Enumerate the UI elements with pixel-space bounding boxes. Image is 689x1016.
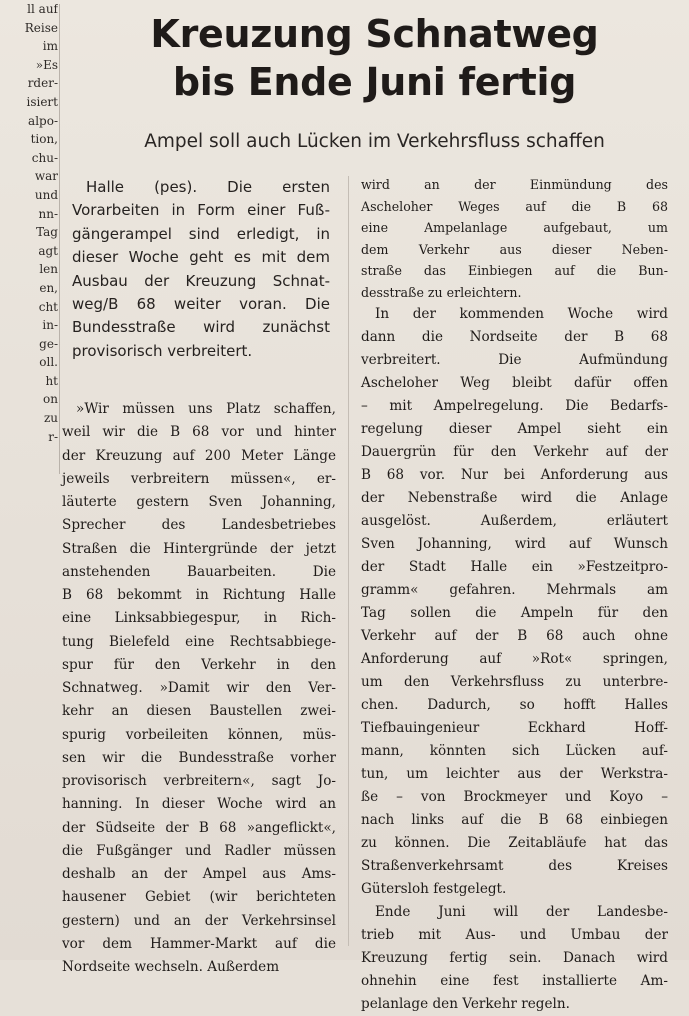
neighbor-fragment-line: en, xyxy=(39,280,58,295)
lead-line: weg/B 68 weiter voran. Die xyxy=(72,295,330,314)
body-line: desstraße zu erleichtern. xyxy=(361,284,522,300)
subheadline: Ampel soll auch Lücken im Verkehrsfluss schaffen xyxy=(144,131,605,152)
body-line: provisorisch verbreitern«, sagt Jo- xyxy=(62,773,336,789)
body-line: gestern) und an der Verkehrsinsel xyxy=(62,912,336,929)
body-line: deshalb an der Ampel aus Ams- xyxy=(62,866,336,882)
neighbor-fragment-line: rder- xyxy=(27,76,58,91)
neighbor-column-rule xyxy=(59,4,60,474)
body-line: – mit Ampelregelung. Die Bedarfs- xyxy=(361,398,668,414)
right-paragraph-1 xyxy=(361,174,668,303)
body-line: straße das Einbiegen auf die Bun- xyxy=(361,263,668,278)
neighbor-fragment-line: Reise xyxy=(24,20,58,35)
body-line: der Nebenstraße wird die Anlage xyxy=(361,490,668,506)
body-line: ausgelöst. Außerdem, erläutert xyxy=(361,513,668,529)
neighbor-fragment-line: ht xyxy=(45,373,58,388)
body-line: kehr an diesen Baustellen zwei- xyxy=(62,703,336,720)
body-line: trieb mit Aus- und Umbau der xyxy=(361,927,668,943)
neighbor-fragment-line: tion, xyxy=(30,132,58,147)
body-line: der Stadt Halle ein »Festzeitpro- xyxy=(361,559,668,575)
neighbor-fragment-line: chu- xyxy=(31,150,58,165)
body-line: um den Verkehrsfluss zu unterbre- xyxy=(361,674,668,690)
neighbor-fragment-line: isiert xyxy=(26,94,58,109)
body-line: läuterte gestern Sven Johanning, xyxy=(62,494,336,510)
body-line: B 68 bekommt in Richtung Halle xyxy=(62,587,336,603)
body-line: anstehenden Bauarbeiten. Die xyxy=(62,563,336,580)
body-line: Verkehr auf der B 68 auch ohne xyxy=(361,628,668,644)
headline-line-2: bis Ende Juni fertig xyxy=(172,60,577,104)
body-line: zu können. Die Zeitabläufe hat das xyxy=(361,835,668,851)
lead-line: Ausbau der Kreuzung Schnat- xyxy=(72,271,330,290)
body-line: sen wir die Bundesstraße vorher xyxy=(62,749,336,766)
body-line: weil wir die B 68 vor und hinter xyxy=(62,424,336,441)
body-line: tun, um leichter aus der Werkstra- xyxy=(361,766,668,782)
body-line: eine Ampelanlage aufgebaut, um xyxy=(361,220,668,235)
body-line: tung Bielefeld eine Rechtsabbiege- xyxy=(62,633,336,650)
body-line: Nordseite wechseln. Außerdem xyxy=(62,959,280,975)
neighbor-fragment-line: oll. xyxy=(39,355,58,370)
body-line: Dauergrün für den Verkehr auf der xyxy=(361,444,668,460)
body-line: nach links auf die B 68 einbiegen xyxy=(361,812,668,828)
neighbor-fragment-line: ge- xyxy=(39,336,58,351)
neighbor-fragment-line: len xyxy=(39,262,58,277)
body-line: Straßenverkehrsamt des Kreises xyxy=(361,858,668,874)
body-line: Ascheloher Weg bleibt dafür offen xyxy=(361,375,668,391)
body-line: mann, könnten sich Lücken auf- xyxy=(361,743,668,759)
lead-line: provisorisch verbreitert. xyxy=(72,341,253,360)
body-line: regelung dieser Ampel sieht ein xyxy=(361,421,668,437)
body-line: Tag sollen die Ampeln für den xyxy=(361,605,668,621)
body-line: dann die Nordseite der B 68 xyxy=(361,329,668,345)
body-line: dem Verkehr aus dieser Neben- xyxy=(361,241,668,257)
body-line: Tiefbauingenieur Eckhard Hoff- xyxy=(361,720,668,736)
body-line: Ascheloher Weges auf die B 68 xyxy=(361,198,668,214)
right-paragraph-2 xyxy=(361,303,668,901)
body-line: Anforderung auf »Rot« springen, xyxy=(361,651,668,667)
neighbor-fragment-line: ll auf xyxy=(27,2,58,16)
body-line: die Fußgänger und Radler müssen xyxy=(62,842,336,859)
body-line: jeweils verbreitern müssen«, er- xyxy=(62,470,336,487)
body-line: gramm« gefahren. Mehrmals am xyxy=(361,582,668,598)
body-line: ohnehin eine fest installierte Am- xyxy=(361,973,668,989)
neighbor-fragment-line: cht xyxy=(38,299,58,314)
lead-line: Vorarbeiten in Form einer Fuß- xyxy=(72,201,330,220)
neighbor-fragment-line: war xyxy=(34,169,58,184)
lead-line: dieser Woche geht es mit dem xyxy=(72,248,330,267)
lead-line: Bundesstraße wird zunächst xyxy=(72,318,330,337)
body-line: hausener Gebiet (wir berichteten xyxy=(62,889,336,906)
lead-line: gängerampel sind erledigt, in xyxy=(72,224,330,243)
body-line: eine Linksabbiegespur, in Rich- xyxy=(62,610,336,627)
lead-line: Halle (pes). Die ersten xyxy=(86,178,330,196)
body-line: Sprecher des Landesbetriebes xyxy=(62,517,336,534)
lead-paragraph xyxy=(72,176,330,363)
neighbor-fragment-line: zu xyxy=(43,411,58,426)
body-line: Gütersloh festgelegt. xyxy=(361,881,507,897)
neighbor-fragment-line: r- xyxy=(48,429,58,444)
body-line: In der kommenden Woche wird xyxy=(375,306,668,322)
neighbor-fragment-line: agt xyxy=(38,243,58,258)
neighbor-fragment-line: on xyxy=(43,392,58,407)
body-line: Sven Johanning, wird auf Wunsch xyxy=(361,536,668,552)
body-line: hanning. In dieser Woche wird an xyxy=(62,796,336,813)
body-line: vor dem Hammer-Markt auf die xyxy=(62,935,336,952)
body-line: chen. Dadurch, so hofft Halles xyxy=(361,697,668,713)
body-line: »Wir müssen uns Platz schaffen, xyxy=(76,401,336,417)
body-column-right xyxy=(361,174,668,1016)
body-line: B 68 vor. Nur bei Anforderung aus xyxy=(361,467,668,483)
body-line: verbreitert. Die Aufmündung xyxy=(361,352,668,368)
body-line: Straßen die Hintergründe der jetzt xyxy=(62,540,336,557)
neighbor-fragment-line: im xyxy=(42,39,58,54)
body-line: Kreuzung fertig sein. Danach wird xyxy=(361,950,668,966)
body-line: Schnatweg. »Damit wir den Ver- xyxy=(62,680,336,696)
neighbor-column-fragments xyxy=(0,0,58,470)
body-line: ße – von Brockmeyer und Koyo – xyxy=(361,789,668,805)
body-line: spur für den Verkehr in den xyxy=(62,656,336,673)
body-line: der Südseite der B 68 »angeflickt«, xyxy=(62,819,336,836)
right-paragraph-3 xyxy=(361,901,668,1016)
body-line: spurig vorbeileiten können, müs- xyxy=(62,726,336,743)
body-line: Ende Juni will der Landesbe- xyxy=(375,904,668,920)
headline-line-1: Kreuzung Schnatweg xyxy=(150,12,599,56)
body-line: pelanlage den Verkehr regeln. xyxy=(361,996,570,1012)
neighbor-fragment-line: nn- xyxy=(38,206,58,221)
neighbor-fragment-line: in- xyxy=(42,318,58,333)
column-rule xyxy=(348,176,349,946)
neighbor-fragment-line: Tag xyxy=(36,225,58,240)
neighbor-fragment-line: alpo- xyxy=(28,113,58,128)
neighbor-fragment-line: »Es xyxy=(35,57,58,72)
headline xyxy=(62,10,687,106)
body-line: der Kreuzung auf 200 Meter Länge xyxy=(62,447,336,464)
body-column-left xyxy=(62,398,336,979)
neighbor-fragment-line: und xyxy=(34,187,58,202)
body-line: wird an der Einmündung des xyxy=(361,177,668,192)
